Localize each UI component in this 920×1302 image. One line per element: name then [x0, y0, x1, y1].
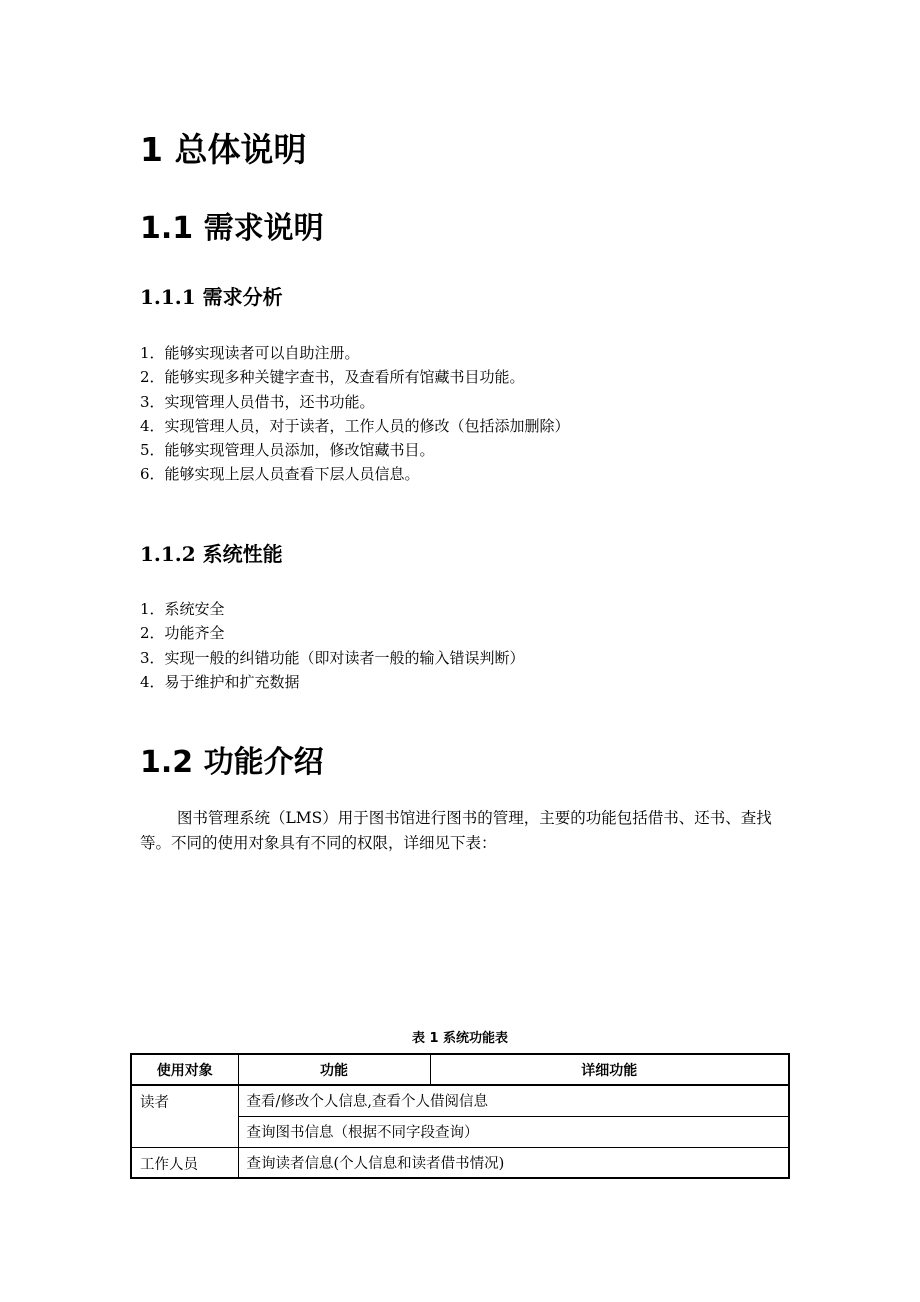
table-cell-object: 工作人员	[131, 1147, 238, 1178]
table-cell-object: 读者	[131, 1085, 238, 1147]
performance-list	[140, 597, 525, 694]
intro-paragraph: 图书管理系统（LMS）用于图书馆进行图书的管理，主要的功能包括借书、还书、查找等。不同的使用对象具有不同的权限，详细见下表：	[140, 809, 772, 852]
list-item: 5．能够实现管理人员添加，修改馆藏书目。	[140, 441, 435, 460]
column-header-object: 使用对象	[131, 1054, 238, 1085]
list-item: 1．系统安全	[140, 600, 225, 618]
list-item: 4．易于维护和扩充数据	[140, 672, 300, 691]
list-item: 3．实现管理人员借书，还书功能。	[140, 392, 375, 411]
list-item: 2．功能齐全	[140, 624, 225, 643]
list-item: 1．能够实现读者可以自助注册。	[140, 344, 360, 362]
requirements-list	[140, 341, 570, 487]
table-row	[131, 1147, 789, 1178]
list-item: 4．实现管理人员，对于读者，工作人员的修改（包括添加删除）	[140, 416, 570, 435]
function-table	[130, 1053, 790, 1179]
table-row	[131, 1085, 789, 1116]
list-item: 2．能够实现多种关键字查书，及查看所有馆藏书目功能。	[140, 368, 525, 387]
table-cell-details: 查询图书信息（根据不同字段查询）	[238, 1116, 789, 1147]
column-header-function: 功能	[238, 1054, 430, 1085]
table-caption: 表 1 系统功能表	[411, 1031, 509, 1046]
column-header-details: 详细功能	[430, 1054, 789, 1085]
heading-1-1: 1.1 需求说明	[140, 211, 324, 246]
table-cell-details: 查询读者信息(个人信息和读者借书情况)	[238, 1147, 789, 1178]
list-item: 3．实现一般的纠错功能（即对读者一般的输入错误判断）	[140, 648, 525, 667]
heading-1-1-2: 1.1.2 系统性能	[140, 542, 283, 566]
table-header-row	[131, 1054, 789, 1085]
heading-1-1-1: 1.1.1 需求分析	[140, 285, 283, 309]
table-cell-details: 查看/修改个人信息,查看个人借阅信息	[238, 1085, 789, 1116]
list-item: 6．能够实现上层人员查看下层人员信息。	[140, 465, 420, 484]
heading-1: 1 总体说明	[140, 130, 307, 169]
heading-1-2: 1.2 功能介绍	[140, 745, 324, 780]
